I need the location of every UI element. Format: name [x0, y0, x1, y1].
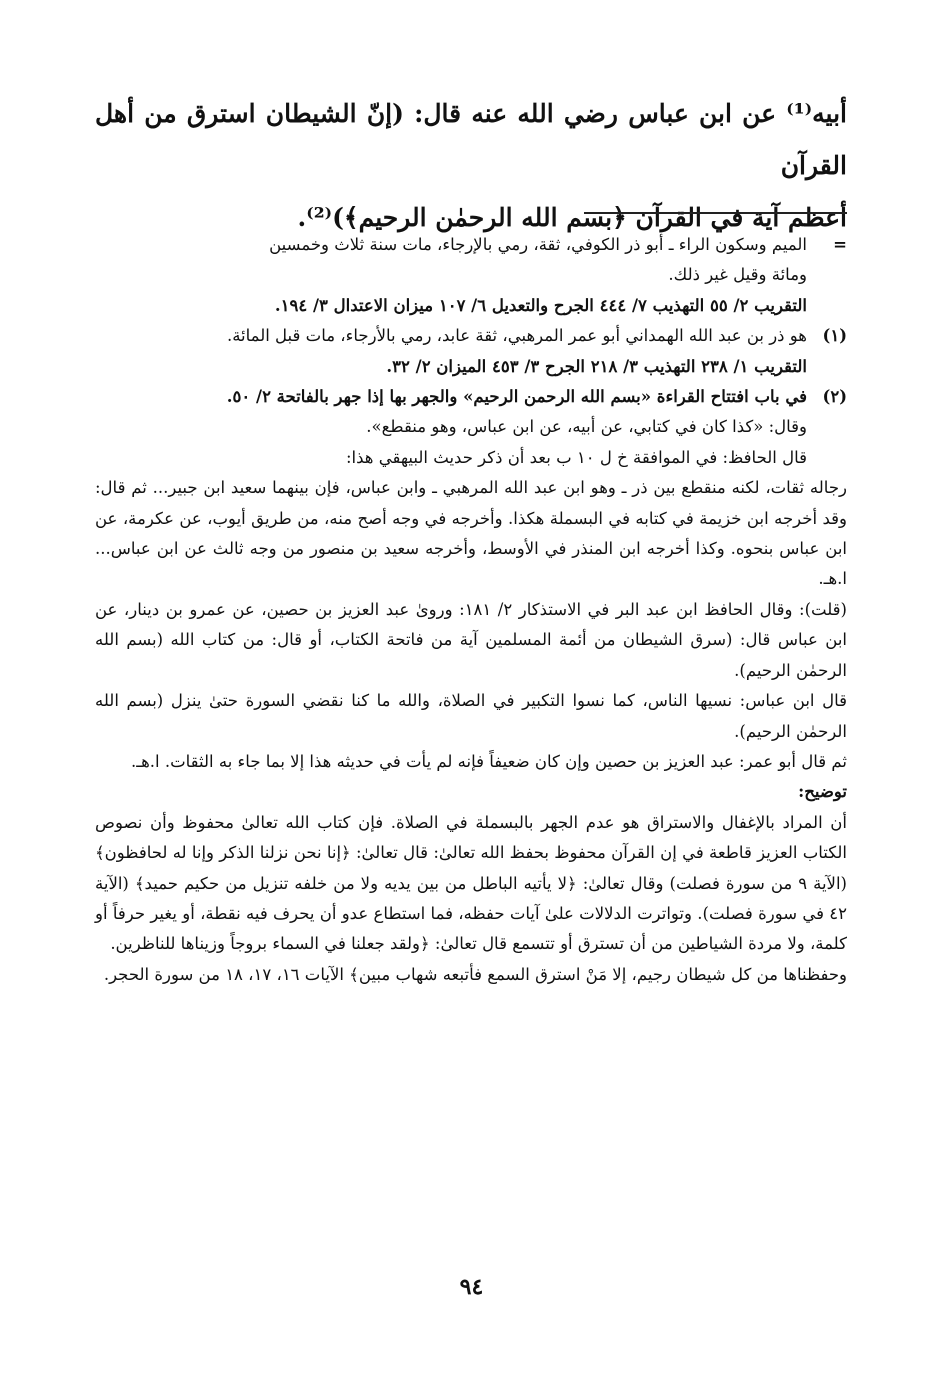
footnote-2-marker: (٢): [822, 387, 847, 407]
abu-umar-paragraph: ثم قال أبو عمر: عبد العزيز بن حصين وإن كان ضعيفاً فإنه لم يأت في حديثه هذا إلا بما جاء به الثقات. ا.هـ.: [131, 751, 847, 771]
final-paragraph: وحفظناها من كل شيطان رجيم، إلا مَنْ استرق السمع فأتبعه شهاب مبين﴾ الآيات ١٦، ١٧، ١٨ من سورة الحجر.: [103, 964, 847, 984]
footnote-2: [95, 382, 847, 473]
footnote-1-line-1: هو ذر بن عبد الله الهمداني أبو عمر المرهبي، ثقة عابد، رمي بالأرجاء، مات قبل المائة.: [226, 326, 807, 346]
main-text: [95, 88, 847, 244]
footnote-2-line-2: وقال: «كذا كان في كتابي، عن أبيه، عن ابن عباس، وهو منقطع».: [366, 417, 807, 437]
footnote-2-line-1: في باب افتتاح القراءة «بسم الله الرحمن الرحيم» والجهر بها إذا جهر بالفاتحة ٢/ ٥٠.: [226, 387, 807, 407]
qultu-paragraph: (قلت): وقال الحافظ ابن عبد البر في الاستذكار ٢/ ١٨١: وروىٰ عبد العزيز بن حصين، عن عمرو بن دينار، عن ابن عباس قال: (سرق الشيطان من أئمة المسلمين آية من فاتحة الكتاب، أو قال: من كتاب الله (بسم الله الرحمٰن الرحيم).: [95, 599, 847, 680]
main-text-line-2: أعظم آية في القرآن ﴿بسم الله الرحمٰن الرحيم﴾)⁽²⁾.: [297, 203, 847, 232]
ibn-abbas-paragraph: قال ابن عباس: نسيها الناس، كما نسوا التكبير في الصلاة، والله ما كنا نقضي السورة حتىٰ ينزل (بسم الله الرحمٰن الرحيم).: [95, 691, 847, 741]
tawdih-paragraph: أن المراد بالإغفال والاستراق هو عدم الجهر بالبسملة في الصلاة. فإن كتاب الله تعالىٰ محفوظ وأن نصوص الكتاب العزيز قاطعة في إن القرآن محفوظ بحفظ الله تعالىٰ: قال تعالىٰ: ﴿إنا نحن نزلنا الذكر وإنا له لحافظون﴾ (الآية ٩ من سورة فصلت) وقال تعالىٰ: ﴿لا يأتيه الباطل من بين يديه ولا من خلفه تنزيل من حكيم حميد﴾ (الآية ٤٢ في سورة فصلت). وتواترت الدلالات علىٰ آيات حفظه، فما استطاع عدو أن يحرف فيه نقطة، أو يغير حرفاً أو كلمة، ولا مردة الشياطين من أن تسترق أو تتسمع قال تعالىٰ: ﴿ولقد جعلنا في السماء بروجاً وزيناها للناظرين.: [95, 812, 847, 954]
footnote-continued-line-3: التقريب ٢/ ٥٥ التهذيب ٧/ ٤٤٤ الجرح والتعديل ٦/ ١٠٧ ميزان الاعتدال ٣/ ١٩٤.: [274, 295, 807, 315]
footnote-1-marker: (١): [822, 326, 847, 346]
footnote-1-line-2: التقريب ١/ ٢٣٨ التهذيب ٣/ ٢١٨ الجرح ٣/ ٤٥٣ الميزان ٢/ ٣٢.: [386, 356, 807, 376]
main-text-line-1: أبيه⁽¹⁾ عن ابن عباس رضي الله عنه قال: (إنّ الشيطان استرق من أهل القرآن: [95, 99, 847, 180]
footnote-continued-line-2: ومائة وقيل غير ذلك.: [668, 265, 807, 285]
footnotes: [95, 230, 847, 990]
tawdih-heading: توضيح:: [798, 782, 847, 802]
hafiz-quote-paragraph: رجاله ثقات، لكنه منقطع بين ذر ـ وهو ابن عبد الله المرهبي ـ وابن عباس، فإن بينهما سعيد ابن جبير... ثم قال: وقد أخرجه ابن خزيمة في كتابه في البسملة هكذا. وأخرجه في وجه أصح منه، من طريق أيوب، عن عكرمة، عن ابن عباس بنحوه. وكذا أخرجه ابن المنذر في الأوسط، وأخرجه سعيد بن منصور من وجه ثالث عن ابن عباس... ا.هـ.: [95, 478, 847, 589]
footnote-continued-marker: =: [833, 235, 847, 254]
footnote-2-line-3: قال الحافظ: في الموافقة خ ل ١٠ ب بعد أن ذكر حديث البيهقي هذا:: [345, 447, 807, 467]
footnote-divider: [584, 212, 847, 214]
footnote-continued: [95, 230, 847, 321]
footnote-continued-line-1: الميم وسكون الراء ـ أبو ذر الكوفي، ثقة، رمي بالإرجاء، مات سنة ثلاث وخمسين: [269, 235, 807, 254]
footnote-1: [95, 321, 847, 382]
page-number: ٩٤: [459, 1274, 484, 1300]
